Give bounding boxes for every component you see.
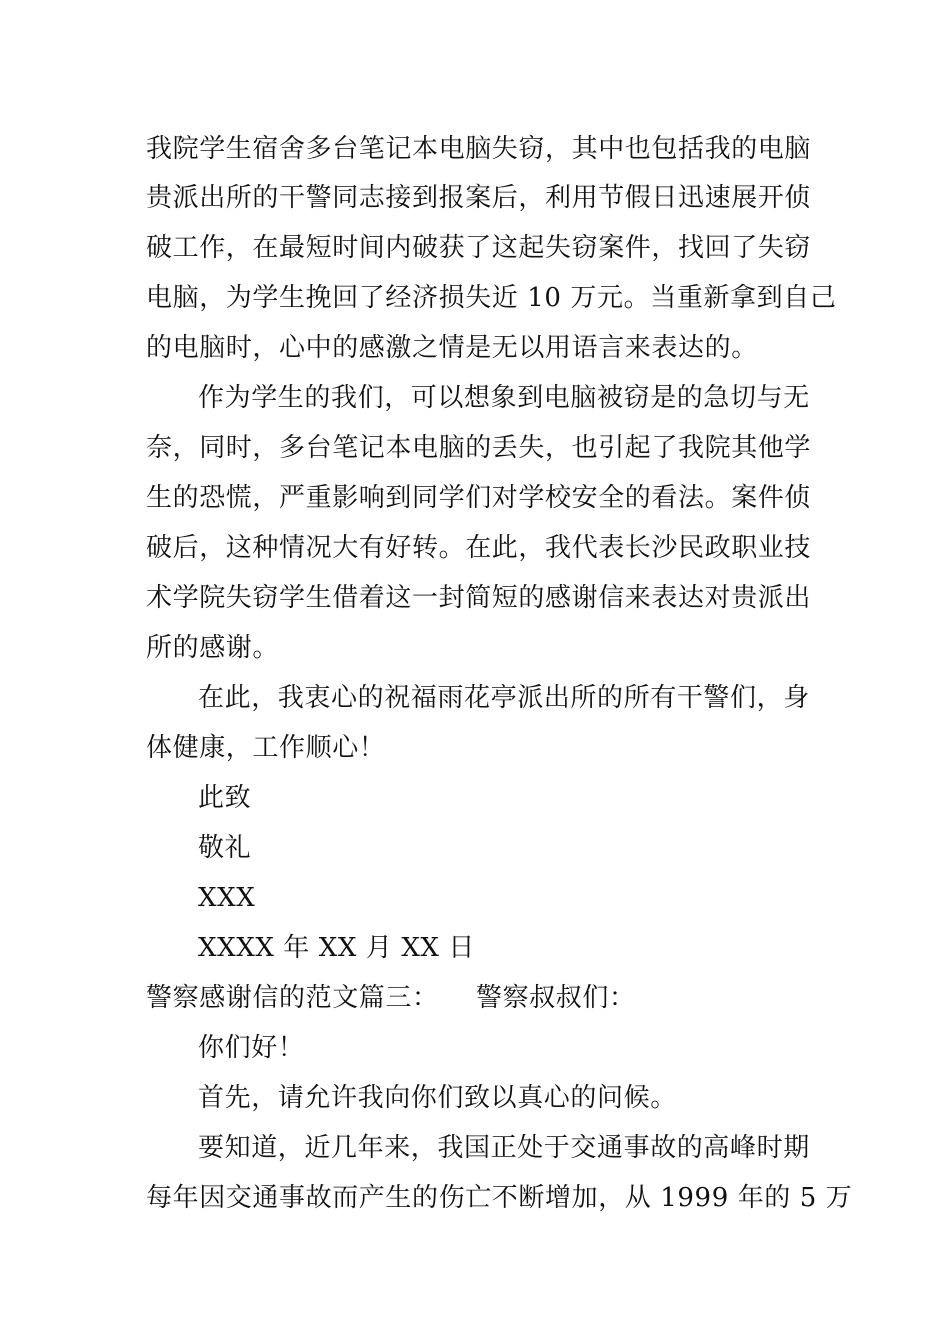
closing-salutation-1: 此致 <box>198 783 252 813</box>
paragraph1-line-2: 贵派出所的干警同志接到报案后，利用节假日迅速展开侦 <box>146 183 812 213</box>
paragraph2-line-5: 术学院失窃学生借着这一封简短的感谢信来表达对贵派出 <box>146 583 812 613</box>
paragraph1-line-1: 我院学生宿舍多台笔记本电脑失窃，其中也包括我的电脑 <box>146 134 812 164</box>
paragraph2-line-6: 所的感谢。 <box>146 633 280 663</box>
paragraph3-line-2: 体健康，工作顺心！ <box>146 733 386 763</box>
paragraph2-line-4: 破后，这种情况大有好转。在此，我代表长沙民政职业技 <box>146 533 812 563</box>
section3-body-line-1: 要知道，近几年来，我国正处于交通事故的高峰时期 <box>198 1133 810 1163</box>
closing-signer: XXX <box>198 883 256 913</box>
closing-date: XXXX 年 XX 月 XX 日 <box>198 933 476 963</box>
section3-opening: 首先，请允许我向你们致以真心的问候。 <box>198 1083 677 1113</box>
closing-salutation-2: 敬礼 <box>198 833 252 863</box>
paragraph3-line-1: 在此，我衷心的祝福雨花亭派出所的所有干警们，身 <box>198 683 810 713</box>
paragraph1-line-5: 的电脑时，心中的感激之情是无以用语言来表达的。 <box>146 333 758 363</box>
section3-greeting: 你们好！ <box>198 1033 305 1063</box>
section3-addressee: 警察叔叔们： <box>476 983 636 1013</box>
paragraph2-line-1: 作为学生的我们，可以想象到电脑被窃是的急切与无 <box>198 383 810 413</box>
paragraph2-line-3: 生的恐慌，严重影响到同学们对学校安全的看法。案件侦 <box>146 483 812 513</box>
paragraph1-line-4: 电脑，为学生挽回了经济损失近 10 万元。当重新拿到自己 <box>146 283 837 313</box>
section3-body-line-2: 每年因交通事故而产生的伤亡不断增加，从 1999 年的 5 万 <box>146 1183 853 1213</box>
section3-heading: 警察感谢信的范文篇三： <box>146 983 439 1013</box>
paragraph1-line-3: 破工作，在最短时间内破获了这起失窃案件，找回了失窃 <box>146 233 812 263</box>
paragraph2-line-2: 奈，同时，多台笔记本电脑的丢失，也引起了我院其他学 <box>146 433 812 463</box>
